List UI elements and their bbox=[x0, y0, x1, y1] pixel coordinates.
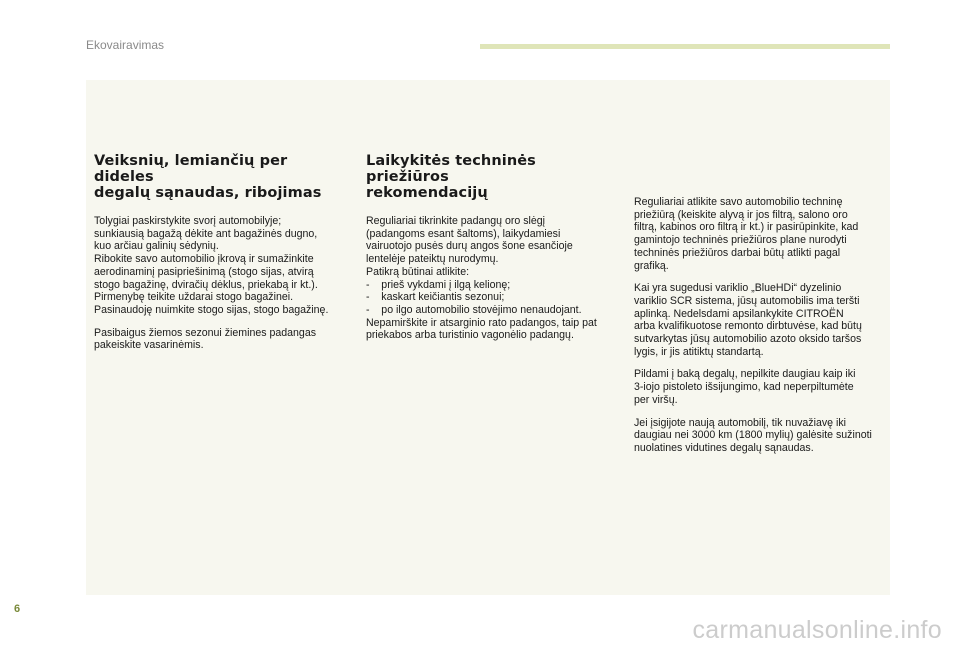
column-fuel-consumption-factors bbox=[94, 153, 350, 362]
paragraph-load-distribution: Tolygiai paskirstykite svorį automobilyje; sunkiausią bagažą dėkite ant bagažinės dugno, kuo arčiau galinių sėdynių. Ribokite savo automobilio įkrovą ir sumažinkite aerodinaminį pasipriešinimą (stogo sijas, atvirą stogo bagažinę, dviračių dėklus, priekabą ir kt.). Pirmenybę teikite uždarai stogo bagažinei. Pasinaudoję nuimkite stogo sijas, stogo bagažinę. bbox=[94, 215, 329, 316]
paragraph-new-vehicle: Jei įsigijote naują automobilį, tik nuvažiavę iki daugiau nei 3000 km (1800 mylių) galėsite sužinoti nuolatines vidutines degalų sąnaudas. bbox=[634, 416, 872, 454]
header-accent-bar bbox=[480, 44, 890, 49]
column-maintenance-recommendations bbox=[366, 153, 618, 352]
paragraph-tyre-pressure: Reguliariai tikrinkite padangų oro slėgį (padangoms esant šaltoms), laikydamiesi vairuotojo pusės durų angos šone esančioje lentelėje pateiktų nurodymų. Patikrą būtinai atlikite: - prieš vykdami į ilgą kelionę; - kaskart keičiantis sezonui; - po ilgo automobilio stovėjimo nenaudojant. Nepamirškite ir atsarginio rato padangos, taip pat priekabos arba turistinio vagonėlio padangų. bbox=[366, 215, 597, 342]
paragraph-refuelling: Pildami į baką degalų, nepilkite daugiau kaip iki 3-iojo pistoleto išsijungimo, kad neperpiltumėte per viršų. bbox=[634, 368, 856, 406]
paragraph-regular-maintenance: Reguliariai atlikite savo automobilio techninę priežiūrą (keiskite alyvą ir jos filtrą, salono oro filtrą, kabinos oro filtrą ir kt.) ir pasirūpinkite, kad gamintojo techninės priežiūros plane nurodyti techninės priežiūros darbai būtų atlikti pagal grafiką. bbox=[634, 196, 859, 272]
watermark: carmanualsonline.info bbox=[692, 616, 942, 644]
paragraph-winter-tyres: Pasibaigus žiemos sezonui žiemines padangas pakeiskite vasarinėmis. bbox=[94, 326, 317, 352]
heading-maintenance-recommendations: Laikykitės techninės priežiūros rekomendacijų bbox=[366, 153, 536, 201]
section-title: Ekovairavimas bbox=[86, 38, 165, 52]
paragraph-scr-system: Kai yra sugedusi variklio „BlueHDi“ dyzelinio variklio SCR sistema, jūsų automobilis ima teršti aplinką. Nedelsdami apsilankykite CITROËN arba kvalifikuotose remonto dirbtuvėse, kad būtų sutvarkytas jūsų automobilio azoto oksido taršos lygis, ir jis atitiktų standartą. bbox=[634, 282, 862, 358]
heading-fuel-consumption-factors: Veiksnių, lemiančių per dideles degalų sąnaudas, ribojimas bbox=[94, 153, 322, 201]
column-maintenance-continued bbox=[634, 196, 886, 465]
page-number: 6 bbox=[14, 603, 21, 615]
